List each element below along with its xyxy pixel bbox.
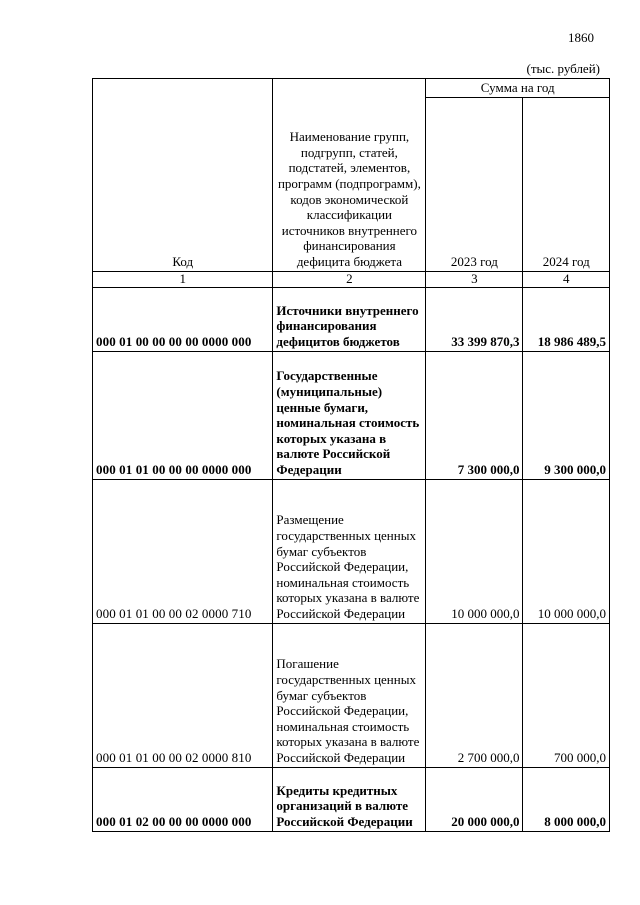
row-amount-2023: 10 000 000,0 (426, 479, 523, 623)
row-amount-2024: 700 000,0 (523, 623, 610, 767)
row-amount-2023: 7 300 000,0 (426, 351, 523, 479)
row-amount-2024: 10 000 000,0 (523, 479, 610, 623)
row-code: 000 01 01 00 00 00 0000 000 (93, 351, 273, 479)
row-amount-2024: 18 986 489,5 (523, 287, 610, 351)
column-number-4: 4 (523, 271, 610, 287)
row-name: Погашение государственных ценных бумаг субъектов Российской Федерации, номинальная стоимость которых указана в валюте Российской Федерации (273, 623, 426, 767)
row-amount-2024: 9 300 000,0 (523, 351, 610, 479)
units-label: (тыс. рублей) (526, 61, 600, 76)
row-name: Размещение государственных ценных бумаг субъектов Российской Федерации, номинальная стоимость которых указана в валюте Российской Федерации (273, 479, 426, 623)
row-code: 000 01 00 00 00 00 0000 000 (93, 287, 273, 351)
row-name: Кредиты кредитных организаций в валюте Российской Федерации (273, 767, 426, 831)
header-year-2023: 2023 год (426, 97, 523, 271)
budget-sources-table (92, 78, 610, 832)
header-name: Наименование групп, подгрупп, статей, подстатей, элементов, программ (подпрограмм), кодов экономической классификации источников внутреннего финансирования дефицита бюджета (273, 79, 426, 272)
table-row (93, 623, 610, 767)
row-name: Государственные (муниципальные) ценные бумаги, номинальная стоимость которых указана в валюте Российской Федерации (273, 351, 426, 479)
row-name: Источники внутреннего финансирования дефицитов бюджетов (273, 287, 426, 351)
column-number-2: 2 (273, 271, 426, 287)
row-code: 000 01 01 00 00 02 0000 810 (93, 623, 273, 767)
row-code: 000 01 01 00 00 02 0000 710 (93, 479, 273, 623)
table-row (93, 479, 610, 623)
column-number-1: 1 (93, 271, 273, 287)
table-row (93, 287, 610, 351)
row-amount-2023: 33 399 870,3 (426, 287, 523, 351)
table-row (93, 767, 610, 831)
row-code: 000 01 02 00 00 00 0000 000 (93, 767, 273, 831)
page-number: 1860 (568, 30, 594, 45)
header-code: Код (93, 79, 273, 272)
row-amount-2023: 20 000 000,0 (426, 767, 523, 831)
table-row (93, 351, 610, 479)
row-amount-2023: 2 700 000,0 (426, 623, 523, 767)
row-amount-2024: 8 000 000,0 (523, 767, 610, 831)
column-number-3: 3 (426, 271, 523, 287)
header-year-2024: 2024 год (523, 97, 610, 271)
header-sum: Сумма на год (426, 79, 610, 98)
